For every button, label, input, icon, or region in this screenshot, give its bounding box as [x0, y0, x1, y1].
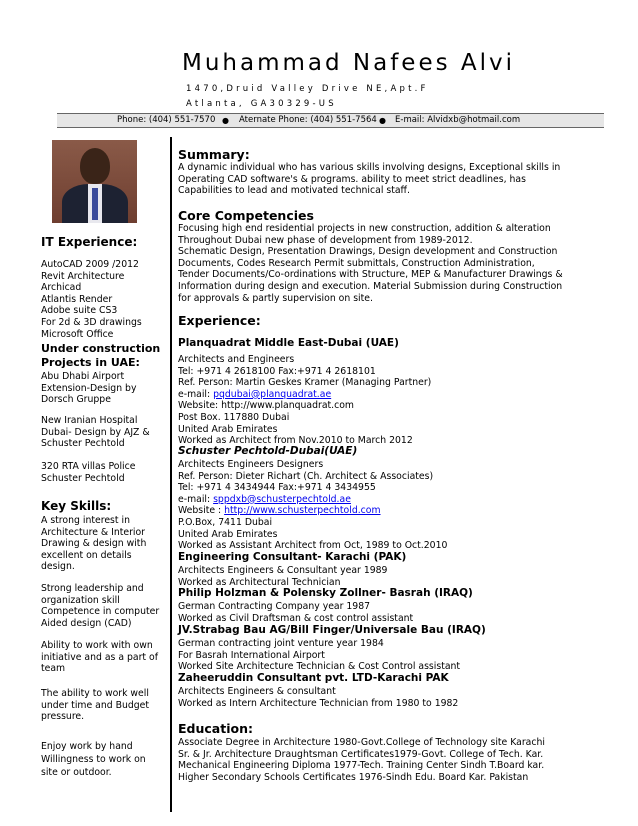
text-line [178, 505, 447, 517]
text-line: United Arab Emirates [178, 423, 278, 435]
contact-bar [57, 113, 604, 128]
list-item: pressure. [41, 711, 85, 723]
text-line [178, 494, 447, 506]
list-item: site or outdoor. [41, 767, 112, 778]
text-line: Worked Site Architecture Technician & Cost Control assistant [178, 661, 461, 673]
text-line: German contracting joint venture year 1984 [178, 638, 384, 649]
text-line: Post Box. 117880 Dubai [178, 411, 290, 423]
list-item: organization skill [41, 594, 120, 606]
list-item: excellent on details [41, 549, 132, 561]
text-line: Worked as Architect from Nov.2010 to March 2012 [178, 435, 413, 447]
text-line: Information during design and execution. Material Submission during Construction [178, 280, 563, 292]
text-line: Worked as Intern Architecture Technician from 1980 to 1982 [178, 697, 459, 709]
contact-email: E-mail: Alvidxb@hotmail.com [395, 115, 521, 125]
project-rta-villas [41, 461, 135, 484]
under-construction-heading [41, 342, 160, 370]
list-item: Enjoy work by hand [41, 741, 133, 752]
email-label: e-mail: [178, 493, 214, 505]
list-item: Drawing & design with [41, 538, 147, 550]
text-line [178, 389, 431, 401]
core-competencies-text [178, 223, 563, 304]
text-line: Worked as Architectural Technician [178, 576, 341, 588]
list-item: team [41, 663, 66, 675]
list-item: 320 RTA villas Police [41, 461, 136, 472]
list-item: Extension-Design by [41, 382, 137, 394]
text-line: Mechanical Engineering Diploma 1977-Tech. Training Center Sindh T.Board kar. [178, 760, 545, 772]
text-line: Throughout Dubai new phase of development from 1989-2012. [178, 234, 473, 246]
list-item: Microsoft Office [41, 328, 114, 340]
list-item: Willingness to work on [41, 754, 146, 765]
job-title-zaheeruddin: Zaheeruddin Consultant pvt. LTD-Karachi PAK [178, 672, 449, 684]
job-details-philip-holzman [178, 601, 413, 624]
phone-number: Phone: (404) 551-7570 [117, 115, 216, 125]
text-line: Higher Secondary Schools Certificates 1976-Sindh Edu. Board Kar. Pakistan [178, 771, 529, 783]
text-line: For Basrah International Airport [178, 649, 325, 661]
list-item: Ability to work with own [41, 640, 153, 651]
job-details-planquadrat [178, 354, 431, 447]
skill-block [41, 583, 159, 629]
text-line: Website: http://www.planquadrat.com [178, 400, 354, 412]
text-line: Architects and Engineers [178, 354, 295, 365]
email-label: e-mail: [178, 388, 214, 400]
it-experience-heading: IT Experience: [41, 235, 138, 249]
job-details-schuster-pechtold [178, 459, 447, 552]
list-item: Competence in computer [41, 606, 160, 618]
text-line: German Contracting Company year 1987 [178, 601, 371, 612]
text-line: Focusing high end residential projects in new construction, addition & alteration [178, 223, 551, 234]
skill-block [41, 740, 146, 779]
education-text [178, 737, 545, 783]
alternate-phone-number: Aternate Phone: (404) 551-7564 [239, 115, 377, 125]
skill-block [41, 515, 146, 573]
text-line: P.O.Box, 7411 Dubai [178, 516, 273, 528]
list-item: Schuster Pechtold [41, 438, 125, 450]
project-iranian-hospital [41, 415, 150, 450]
text-line: Worked as Civil Draftsman & cost control assistant [178, 612, 414, 624]
text-line: Architects Engineers & Consultant year 1989 [178, 565, 388, 576]
key-skills-heading: Key Skills: [41, 499, 112, 513]
job-details-engineering-consultant [178, 565, 387, 588]
bullet-icon: ● [222, 116, 229, 125]
skill-block [41, 640, 158, 675]
heading-line: Projects in UAE: [41, 356, 140, 369]
job-title-planquadrat: Planquadrat Middle East-Dubai (UAE) [178, 337, 399, 349]
email-link[interactable]: sppdxb@schusterpechtold.ae [213, 493, 351, 505]
summary-text [178, 162, 560, 197]
text-line: Tel: +971 4 2618100 Fax:+971 4 2618101 [178, 365, 376, 377]
list-item: Dubai- Design by AJZ & [41, 426, 150, 438]
address-line-1: 1470,Druid Valley Drive NE,Apt.F [186, 84, 429, 94]
text-line: Operating CAD software's & programs. ability to meet strict deadlines, has [178, 173, 526, 185]
list-item: New Iranian Hospital [41, 415, 138, 426]
list-item: A strong interest in [41, 515, 130, 526]
job-title-engineering-consultant: Engineering Consultant- Karachi (PAK) [178, 551, 407, 563]
list-item: Dorsch Gruppe [41, 394, 111, 406]
text-line: Capabilities to lead and motivated technical staff. [178, 185, 410, 197]
website-link[interactable]: http://www.schusterpechtold.com [224, 505, 381, 517]
list-item: Aided design (CAD) [41, 617, 132, 629]
list-item: The ability to work well [41, 688, 149, 699]
list-item: Atlantis Render [41, 293, 113, 305]
it-experience-list [41, 259, 142, 340]
job-details-strabag-bau [178, 638, 460, 673]
column-divider [170, 137, 172, 812]
text-line: Ref. Person: Martin Geskes Kramer (Managing Partner) [178, 377, 432, 389]
skill-block [41, 688, 149, 723]
list-item: design. [41, 561, 75, 573]
text-line: Architects Engineers & consultant [178, 686, 336, 697]
bullet-icon: ● [379, 116, 386, 125]
text-line: Ref. Person: Dieter Richart (Ch. Architect & Associates) [178, 470, 434, 482]
profile-photo [52, 140, 137, 223]
text-line: A dynamic individual who has various skills involving designs, Exceptional skills in [178, 162, 561, 173]
job-details-zaheeruddin [178, 686, 458, 709]
project-abu-dhabi [41, 371, 136, 406]
list-item: Architecture & Interior [41, 526, 145, 538]
education-heading: Education: [178, 721, 253, 736]
address-line-2: Atlanta, GA30329-US [186, 99, 337, 109]
list-item: Archicad [41, 282, 82, 294]
website-label: Website : [178, 505, 225, 517]
text-line: Worked as Assistant Architect from Oct, 1989 to Oct.2010 [178, 540, 448, 552]
list-item: Abu Dhabi Airport [41, 371, 125, 382]
list-item: Revit Architecture [41, 270, 125, 282]
list-item: Adobe suite CS3 [41, 305, 118, 317]
text-line: Schematic Design, Presentation Drawings, Design development and Construction [178, 246, 558, 258]
list-item: For 2d & 3D drawings [41, 316, 142, 328]
text-line: Architects Engineers Designers [178, 459, 324, 470]
text-line: Tender Documents/Co-ordinations with Structure, MEP & Manufacturer Drawings & [178, 269, 563, 281]
job-title-strabag-bau: JV.Strabag Bau AG/Bill Finger/Universale Bau (IRAQ) [178, 624, 486, 636]
list-item: AutoCAD 2009 /2012 [41, 259, 139, 270]
candidate-name: Muhammad Nafees Alvi [182, 50, 516, 76]
text-line: Documents, Codes Research Permit submittals, Construction Administration, [178, 257, 535, 269]
list-item: Strong leadership and [41, 583, 144, 594]
job-title-philip-holzman: Philip Holzman & Polensky Zollner- Basrah (IRAQ) [178, 587, 473, 599]
list-item: under time and Budget [41, 699, 150, 711]
core-competencies-heading: Core Competencies [178, 208, 314, 223]
email-link[interactable]: pqdubai@planquadrat.ae [213, 388, 332, 400]
text-line: Sr. & Jr. Architecture Draughtsman Certificates1979-Govt. College of Tech. Kar. [178, 748, 544, 760]
text-line: Tel: +971 4 3434944 Fax:+971 4 3434955 [178, 482, 376, 494]
summary-heading: Summary: [178, 147, 250, 162]
job-title-schuster-pechtold: Schuster Pechtold-Dubai(UAE) [178, 445, 358, 457]
text-line: Associate Degree in Architecture 1980-Govt.College of Technology site Karachi [178, 737, 545, 748]
list-item: initiative and as a part of [41, 651, 158, 663]
text-line: for approvals & partly supervision on site. [178, 292, 373, 304]
experience-heading: Experience: [178, 313, 261, 328]
heading-line: Under construction [41, 342, 161, 355]
text-line: United Arab Emirates [178, 528, 278, 540]
list-item: Schuster Pechtold [41, 472, 125, 484]
